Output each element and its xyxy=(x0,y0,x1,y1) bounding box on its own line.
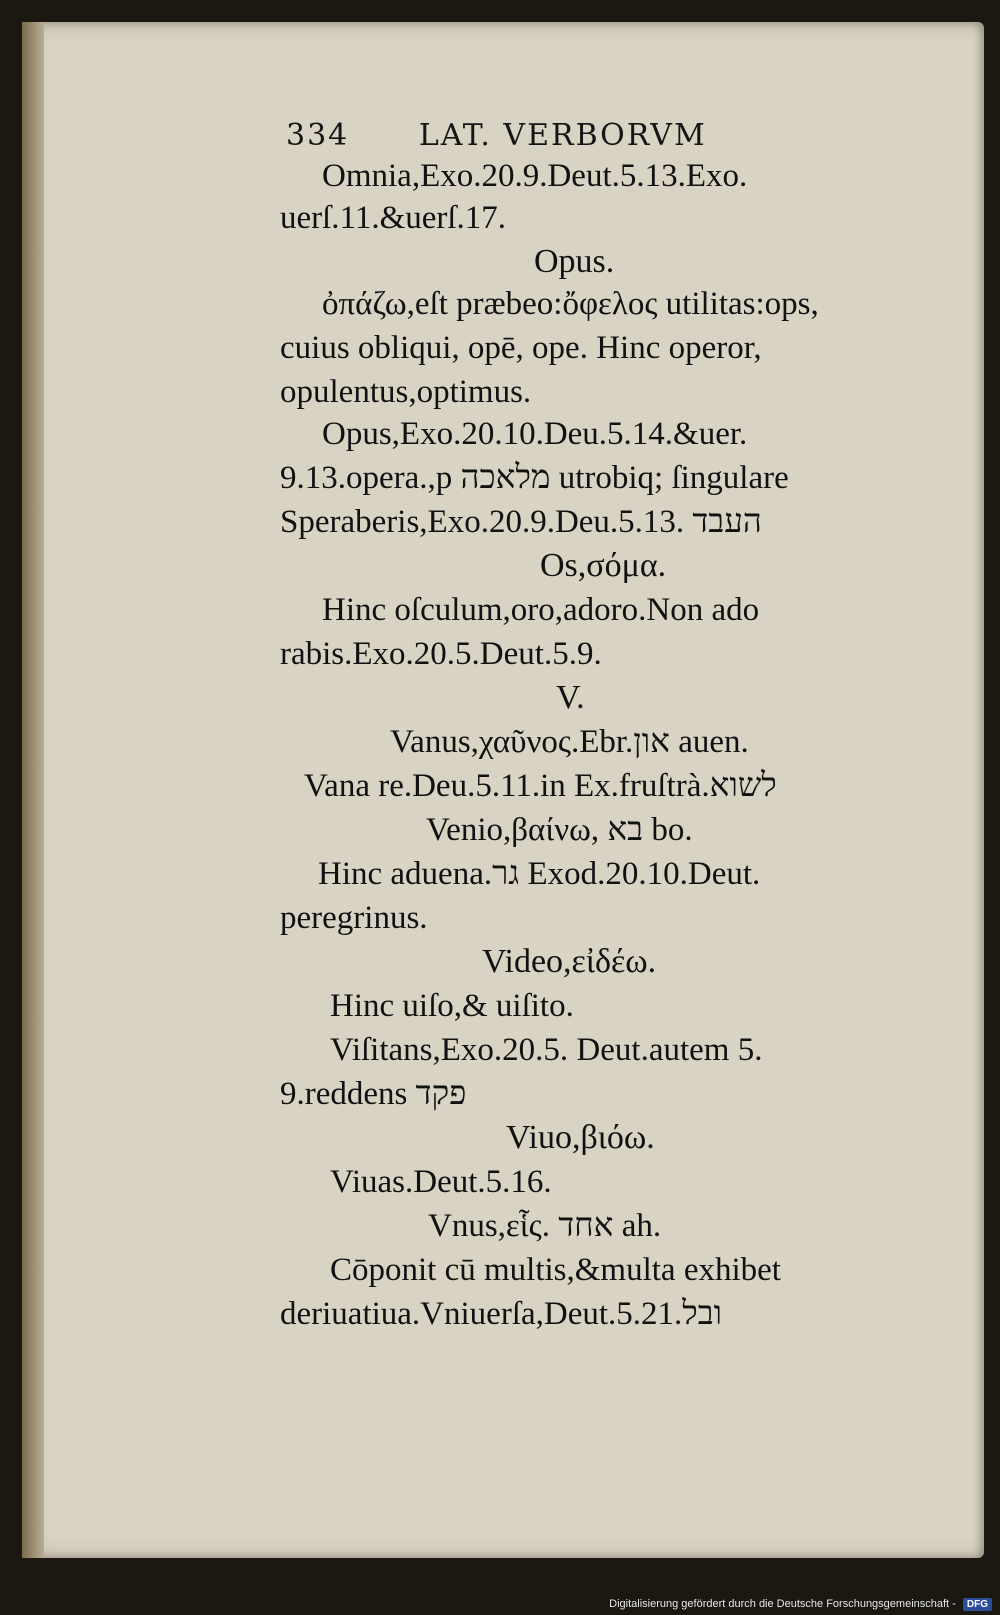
text-line: Viuas.Deut.5.16. xyxy=(330,1164,552,1200)
dfg-logo: DFG xyxy=(963,1598,992,1611)
page-gutter xyxy=(22,22,44,1558)
text-line: Opus,Exo.20.10.Deu.5.14.&uer. xyxy=(322,416,748,452)
text-line: Hinc uiſo,& uiſito. xyxy=(330,988,574,1024)
page-header xyxy=(286,118,707,153)
page-number: 334 xyxy=(286,118,350,153)
text-line: rabis.Exo.20.5.Deut.5.9. xyxy=(280,636,602,672)
text-line: Viſitans,Exo.20.5. Deut.autem 5. xyxy=(330,1032,763,1068)
text-line: peregrinus. xyxy=(280,900,428,936)
text-line: Venio,βαίνω, בא bo. xyxy=(426,812,693,848)
text-line: Speraberis,Exo.20.9.Deu.5.13. העבד xyxy=(280,504,762,540)
running-title: LAT. VERBORVM xyxy=(418,118,707,153)
section-letter: V. xyxy=(556,679,585,716)
text-line: cuius obliqui, opē, ope. Hinc operor, xyxy=(280,330,762,366)
text-line: Cōponit cū multis,&multa exhibet xyxy=(330,1252,781,1288)
text-line: 9.13.opera.,p מלאכה utrobiq; ſingulare xyxy=(280,460,789,496)
text-line: Vana re.Deu.5.11.in Ex.fruſtrà.לשוא xyxy=(304,768,777,804)
entry-heading: Os,σόμα. xyxy=(540,547,667,584)
text-line: Hinc oſculum,oro,adoro.Non ado xyxy=(322,592,760,628)
text-line: Vanus,χαῦνος.Ebr.און auen. xyxy=(390,724,749,760)
entry-heading: Viuo,βιόω. xyxy=(506,1119,655,1156)
entry-heading: Opus. xyxy=(534,243,615,280)
text-line: Vnus,εἷς. אחד ah. xyxy=(428,1208,662,1244)
text-line: ὀπάζω,eſt præbeo:ὄφελος utilitas:ops, xyxy=(322,286,819,322)
text-line: deriuatiua.Vniuerſa,Deut.5.21.ובל xyxy=(280,1296,723,1332)
digitization-credit xyxy=(609,1598,992,1611)
text-line: Omnia,Exo.20.9.Deut.5.13.Exo. xyxy=(322,158,748,194)
text-line: opulentus,optimus. xyxy=(280,374,532,410)
entry-heading: Video,εἰδέω. xyxy=(482,943,657,980)
text-line: Hinc aduena.גר Exod.20.10.Deut. xyxy=(318,856,761,892)
text-line: uerſ.11.&uerſ.17. xyxy=(280,200,507,236)
text-line: 9.reddens פקד xyxy=(280,1076,467,1112)
credit-text: Digitalisierung gefördert durch die Deutsche Forschungsgemeinschaft - xyxy=(609,1598,956,1610)
